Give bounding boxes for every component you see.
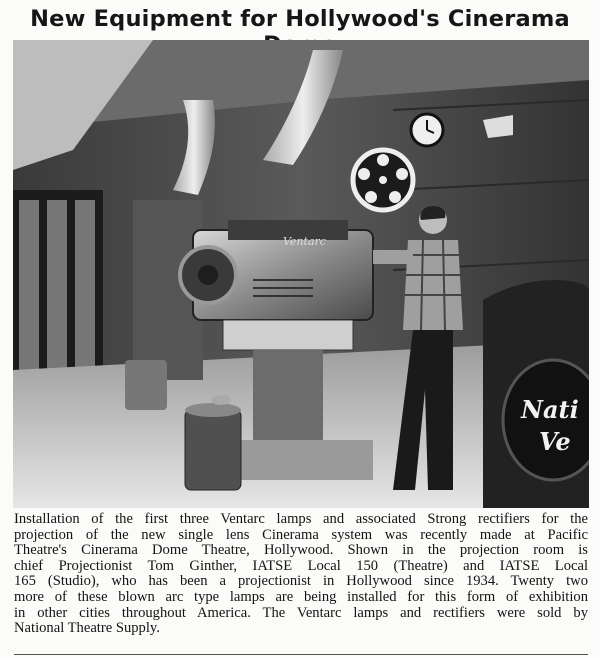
caption-line: 165 (Studio), who has been a projectionist in Hollywood since 1934. Twenty two xyxy=(14,573,588,590)
headline: New Equipment for Hollywood's Cinerama xyxy=(30,6,570,32)
projection-room-photo xyxy=(13,40,589,508)
case-lettering-2: Ve xyxy=(539,427,571,456)
caption-line: Installation of the first three Ventarc lamps and associated Strong rectifiers for the xyxy=(14,511,588,527)
caption-line: National Theatre Supply. xyxy=(14,620,160,637)
caption-line: projection of the new single lens Cinerama system was recently made at Pacific xyxy=(14,526,588,543)
caption-line: in other cities throughout America. The Ventarc lamps and rectifiers were sold by xyxy=(14,604,588,621)
case-lettering-1: Nati xyxy=(521,395,579,424)
photo-caption xyxy=(14,512,588,637)
photo-illustration xyxy=(13,40,589,508)
caption-line: Theatre's Cinerama Dome Theatre, Hollywood. Shown in the projection room is xyxy=(14,542,588,559)
lamp-label: Ventarc xyxy=(283,235,326,248)
caption-line: chief Projectionist Tom Ginther, IATSE Local 150 (Theatre) and IATSE Local xyxy=(14,557,588,574)
caption-line: more of these blown arc type lamps are being installed for this form of exhibition xyxy=(14,588,588,605)
bottom-divider xyxy=(14,654,588,655)
